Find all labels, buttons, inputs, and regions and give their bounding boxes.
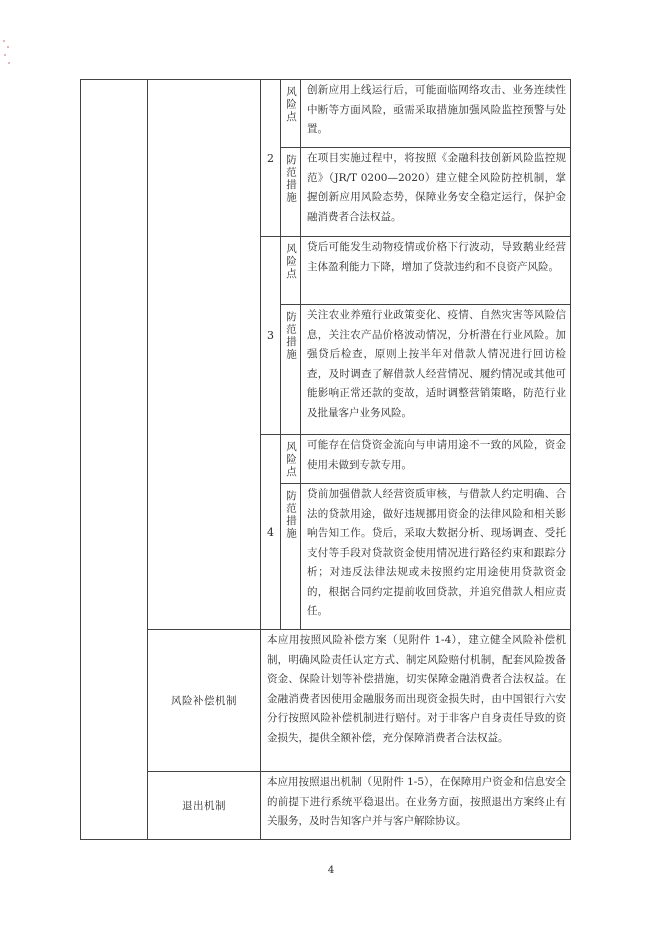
compensation-text: 本应用按照风险补偿方案（见附件 1-4），建立健全风险补偿机制，明确风险责任认定方式、制定风险赔付机制，配套风险拨备资金、保险计划等补偿措施，切实保障金融消费者合法权益。在金融消费者因使用金融服务而出现资金损失时，由中国银行六安分行按照风险补偿机制进行赔付。对于非客户自身责任导致的资金损失，提供全额补偿，充分保障消费者合法权益。 [261,630,571,772]
page-number: 4 [327,865,335,876]
control-measures-text: 在项目实施过程中，将按照《金融科技创新风险监控规范》（JR/T 0200—2020）建立健全风险防控机制，掌握创新应用风险态势，保障业务安全稳定运行，保护金融消费者合法权益。 [301,148,571,237]
risk-table [80,79,571,840]
item-number: 4 [261,435,281,630]
risk-point-label: 风险点 [281,237,301,305]
item-number: 2 [261,80,281,237]
exit-label: 退出机制 [148,772,261,840]
control-measures-label: 防范措施 [281,305,301,435]
risk-point-label: 风险点 [281,80,301,148]
risk-point-text: 可能存在信贷资金流向与申请用途不一致的风险，资金使用未做到专款专用。 [301,435,571,484]
control-measures-text: 贷前加强借款人经营资质审核，与借款人约定明确、合法的贷款用途，做好违规挪用资金的法律风险和相关影响告知工作。贷后，采取大数据分析、现场调查、受托支付等手段对贷款资金使用情况进行路径约束和跟踪分析；对违反法律法规或未按照约定用途使用贷款资金的，根据合同约定提前收回贷款，并追究借款人相应责任。 [301,484,571,630]
mid-empty-cell [148,80,261,630]
stamp-mark [2,40,12,80]
control-measures-label: 防范措施 [281,484,301,630]
left-empty-cell [81,80,148,840]
item-number: 3 [261,237,281,435]
control-measures-label: 防范措施 [281,148,301,237]
control-measures-text: 关注农业养殖行业政策变化、疫情、自然灾害等风险信息，关注农产品价格波动情况，分析潜在行业风险。加强贷后检查，原则上按半年对借款人情况进行回访检查，及时调查了解借款人经营情况、履约情况或其他可能影响正常还款的变故，适时调整营销策略，防范行业及批量客户业务风险。 [301,305,571,435]
table-row [81,772,571,840]
risk-point-label: 风险点 [281,435,301,484]
table-row [81,80,571,148]
risk-point-text: 贷后可能发生动物疫情或价格下行波动，导致鹅业经营主体盈利能力下降，增加了贷款违约和不良资产风险。 [301,237,571,305]
table-row [81,630,571,772]
exit-text: 本应用按照退出机制（见附件 1-5），在保障用户资金和信息安全的前提下进行系统平稳退出。在业务方面，按照退出方案终止有关服务，及时告知客户并与客户解除协议。 [261,772,571,840]
compensation-label: 风险补偿机制 [148,630,261,772]
risk-point-text: 创新应用上线运行后，可能面临网络攻击、业务连续性中断等方面风险，亟需采取措施加强风险监控预警与处置。 [301,80,571,148]
